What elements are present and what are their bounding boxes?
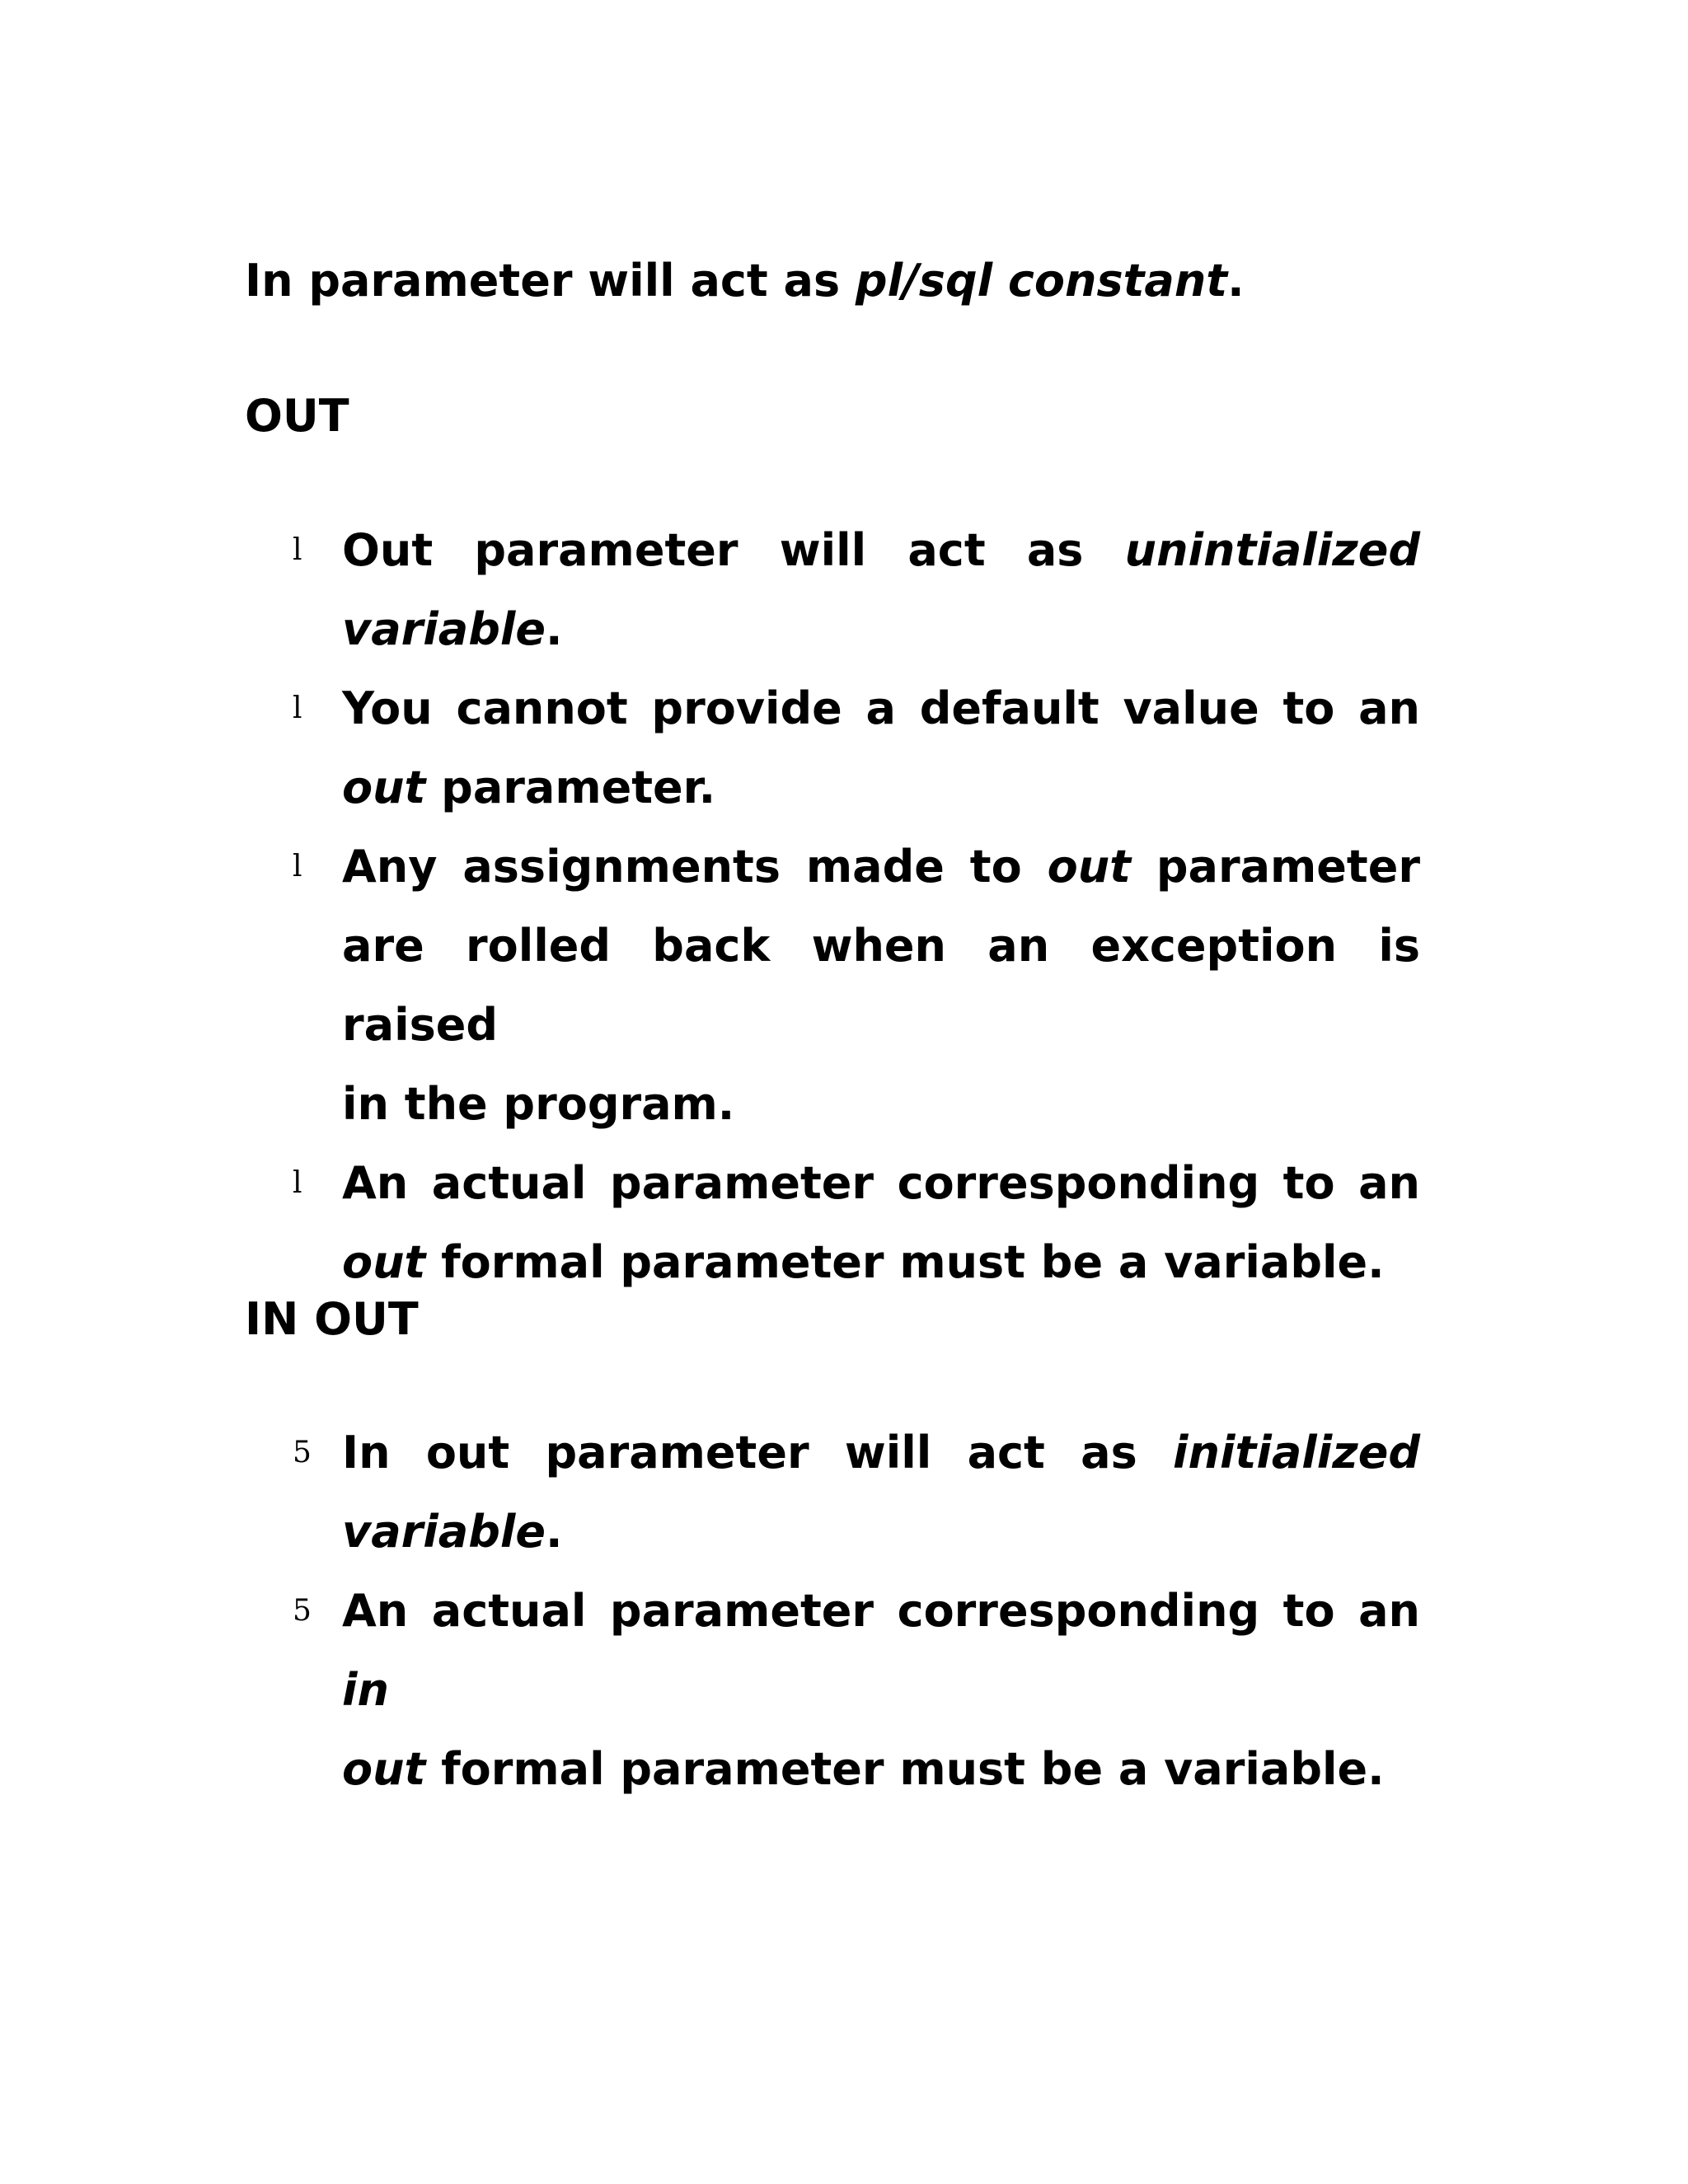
- list-item: [0, 669, 1688, 827]
- italic-run: in: [342, 1664, 389, 1716]
- intro-paragraph: [245, 241, 1245, 321]
- italic-run: out: [1047, 841, 1131, 893]
- list-item-line: You cannot provide a default value to an: [342, 682, 1420, 734]
- italic-run: initialized: [1173, 1427, 1420, 1479]
- list-item-text: [342, 1144, 1420, 1302]
- text-run: Out parameter will act as: [342, 524, 1125, 576]
- list-item-line: [342, 1572, 1420, 1730]
- italic-run: variable: [342, 1506, 546, 1558]
- list-item-line: [342, 1493, 1420, 1572]
- italic-run: out: [342, 1236, 426, 1288]
- italic-run: unintialized: [1124, 524, 1420, 576]
- list-item-line: in the program.: [342, 1078, 735, 1130]
- list-item-text: [342, 1413, 1420, 1572]
- bullet-marker: l: [293, 1166, 302, 1200]
- inout-list: [0, 1413, 1688, 1809]
- intro-period: .: [1227, 255, 1245, 307]
- text-run: formal parameter must be a variable.: [425, 1743, 1385, 1795]
- list-item-text: [342, 511, 1420, 669]
- bullet-marker: 5: [293, 1436, 312, 1469]
- text-run: parameter.: [425, 762, 716, 813]
- list-item: [0, 1413, 1688, 1572]
- text-run: An actual parameter corresponding to an: [342, 1585, 1420, 1637]
- bullet-marker: l: [293, 850, 302, 883]
- list-item-line: An actual parameter corresponding to an: [342, 1157, 1420, 1209]
- list-item-line: are rolled back when an exception is raised: [342, 920, 1420, 1051]
- list-item-text: [342, 669, 1420, 827]
- text-run: In out parameter will act as: [342, 1427, 1174, 1479]
- list-item-line: [342, 1730, 1420, 1809]
- list-item-line: [342, 827, 1420, 907]
- list-item-line: [342, 590, 1420, 669]
- italic-run: out: [342, 1743, 426, 1795]
- list-item-text: [342, 1572, 1420, 1809]
- out-heading: OUT: [245, 390, 349, 442]
- list-item-line: [342, 1223, 1420, 1302]
- list-item: [0, 827, 1688, 1144]
- out-list: [0, 511, 1688, 1302]
- italic-run: variable: [342, 603, 546, 655]
- italic-run: out: [342, 762, 426, 813]
- text-run: Any assignments made to: [342, 841, 1048, 893]
- text-run: parameter: [1130, 841, 1420, 893]
- list-item: [0, 511, 1688, 669]
- bullet-marker: l: [293, 533, 302, 567]
- list-item-text: [342, 827, 1420, 1144]
- list-item: [0, 1144, 1688, 1302]
- list-item-line: [342, 748, 1420, 827]
- bullet-marker: 5: [293, 1594, 312, 1628]
- bullet-marker: l: [293, 691, 302, 725]
- list-item-line: [342, 1413, 1420, 1493]
- intro-italic: pl/sql constant: [855, 255, 1228, 307]
- text-run: formal parameter must be a variable.: [425, 1236, 1385, 1288]
- text-run: .: [546, 1506, 563, 1558]
- inout-heading: IN OUT: [245, 1293, 419, 1345]
- list-item-line: [342, 511, 1420, 590]
- text-run: .: [546, 603, 563, 655]
- intro-text: In parameter will act as: [245, 255, 856, 307]
- list-item: [0, 1572, 1688, 1809]
